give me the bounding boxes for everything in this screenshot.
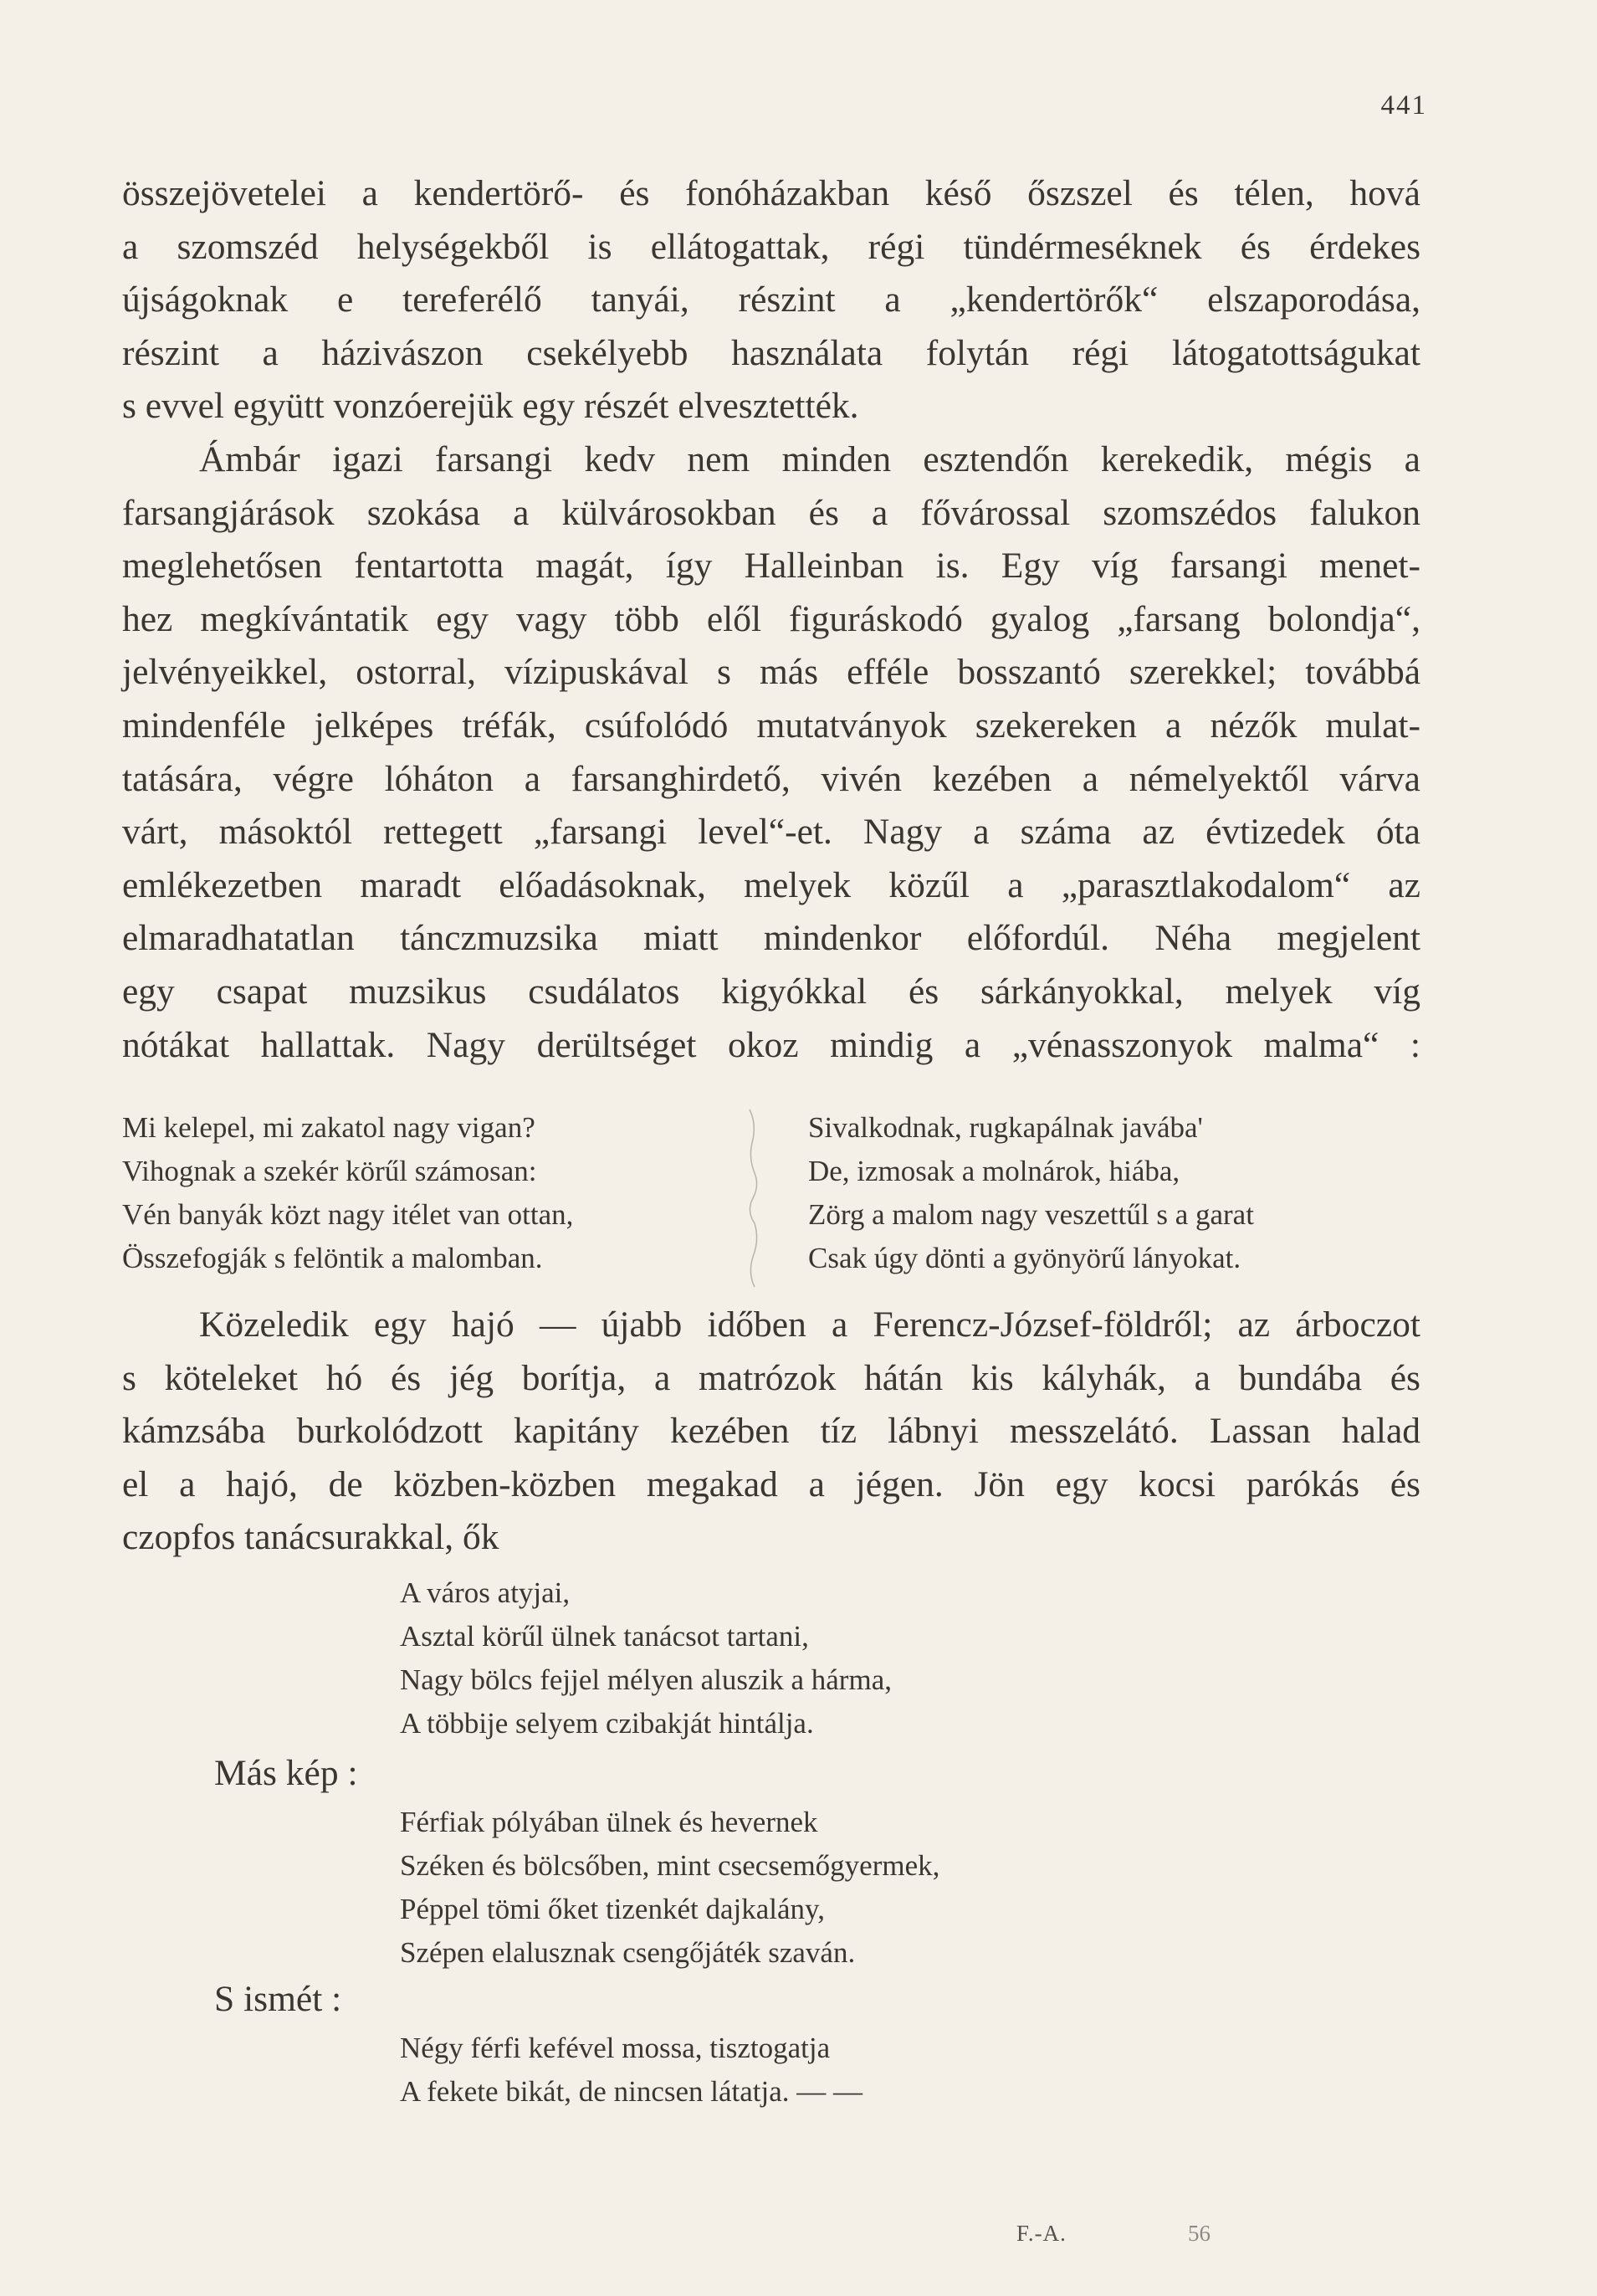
text-line: meglehetősen fentartotta magát, így Halleinban is. Egy víg farsangi menet-	[122, 546, 1420, 587]
text-line: Közeledik egy hajó — újabb időben a Ferencz-József-földről; az árboczot	[199, 1304, 1420, 1345]
text-line: czopfos tanácsurakkal, ők	[122, 1517, 499, 1558]
text-line: részint a házivászon csekélyebb használata folytán régi látogatottságukat	[122, 332, 1420, 373]
text-line: s evvel együtt vonzóerejük egy részét elvesztették.	[122, 386, 859, 427]
verse-block-1	[400, 1571, 892, 1745]
paragraph-1	[122, 167, 1420, 433]
poem-left-column	[122, 1106, 573, 1280]
text-line: jelvényeikkel, ostorral, vízipuskával s más efféle bosszantó szerekkel; továbbá	[122, 652, 1420, 693]
paragraph-2	[122, 433, 1420, 1072]
text-line: s köteleket hó és jég borítja, a matrózok hátán kis kályhák, a bundába és	[122, 1357, 1420, 1398]
signature-mark: F.-A.	[1016, 2221, 1067, 2246]
poem-line: Mi kelepel, mi zakatol nagy vigan?	[122, 1111, 535, 1144]
verse-line: Nagy bölcs fejjel mélyen aluszik a hárma,	[400, 1663, 892, 1696]
text-line: elmaradhatatlan tánczmuzsika miatt mindenkor előfordúl. Néha megjelent	[122, 918, 1420, 959]
text-line: újságoknak e tereferélő tanyái, részint a „kendertörők“ elszaporodása,	[122, 279, 1420, 320]
verse-intro-label: S ismét :	[214, 1979, 342, 2019]
verse-line: Szépen elalusznak csengőjáték szaván.	[400, 1936, 856, 1969]
text-line: mindenféle jelképes tréfák, csúfolódó mutatványok szekereken a nézők mulat-	[122, 705, 1420, 746]
verse-line: Asztal körűl ülnek tanácsot tartani,	[400, 1620, 809, 1653]
poem-line: Zörg a malom nagy veszettűl s a garat	[808, 1198, 1254, 1231]
poem-line: Vihognak a szekér körűl számosan:	[122, 1155, 537, 1187]
verse-line: Széken és bölcsőben, mint csecsemőgyermek,	[400, 1849, 940, 1882]
poem-line: Vén banyák közt nagy itélet van ottan,	[122, 1198, 574, 1231]
text-line: várt, másoktól rettegett „farsangi level“-et. Nagy a száma az évtizedek óta	[122, 812, 1420, 853]
verse-line: A város atyjai,	[400, 1576, 571, 1609]
verse-line: Négy férfi kefével mossa, tisztogatja	[400, 2032, 831, 2064]
text-line: farsangjárások szokása a külvárosokban és a fővárossal szomszédos falukon	[122, 492, 1420, 533]
verse-line: A többije selyem czibakját hintálja.	[400, 1707, 814, 1740]
page-number: 441	[1380, 90, 1427, 120]
text-line: hez megkívántatik egy vagy több elől figuráskodó gyalog „farsang bolondja“,	[122, 598, 1420, 639]
verse-line: Péppel tömi őket tizenkét dajkalány,	[400, 1893, 825, 1925]
verse-line: A fekete bikát, de nincsen látatja. — —	[400, 2075, 863, 2108]
two-column-poem	[122, 1106, 1427, 1290]
poem-line: De, izmosak a molnárok, hiába,	[808, 1155, 1180, 1187]
poem-line: Összefogják s felöntik a malomban.	[122, 1242, 543, 1274]
column-divider-brace	[741, 1106, 766, 1290]
text-line: el a hajó, de közben-közben megakad a jégen. Jön egy kocsi parókás és	[122, 1463, 1420, 1504]
text-line: egy csapat muzsikus csudálatos kigyókkal és sárkányokkal, melyek víg	[122, 971, 1420, 1012]
sheet-number: 56	[1188, 2221, 1211, 2246]
paragraph-3	[122, 1299, 1420, 1565]
text-line: Ámbár igazi farsangi kedv nem minden esztendőn kerekedik, mégis a	[199, 439, 1420, 479]
poem-line: Sivalkodnak, rugkapálnak javába'	[808, 1111, 1203, 1144]
verse-block-2	[400, 1801, 939, 1975]
text-line: a szomszéd helységekből is ellátogattak, régi tündérmeséknek és érdekes	[122, 226, 1420, 267]
text-line: kámzsába burkolódzott kapitány kezében tíz lábnyi messzelátó. Lassan halad	[122, 1411, 1420, 1452]
poem-right-column	[808, 1106, 1254, 1280]
verse-intro-label: Más kép :	[214, 1753, 358, 1793]
text-line: nótákat hallattak. Nagy derültséget okoz mindig a „vénasszonyok malma“ :	[122, 1024, 1420, 1065]
verse-block-3	[400, 2027, 862, 2114]
verse-line: Férfiak pólyában ülnek és hevernek	[400, 1806, 818, 1838]
text-line: összejövetelei a kendertörő- és fonóházakban késő őszszel és télen, hová	[122, 173, 1420, 213]
text-line: emlékezetben maradt előadásoknak, melyek közűl a „parasztlakodalom“ az	[122, 864, 1420, 905]
text-line: tatására, végre lóháton a farsanghirdető, vivén kezében a némelyektől várva	[122, 758, 1420, 799]
poem-line: Csak úgy dönti a gyönyörű lányokat.	[808, 1242, 1241, 1274]
